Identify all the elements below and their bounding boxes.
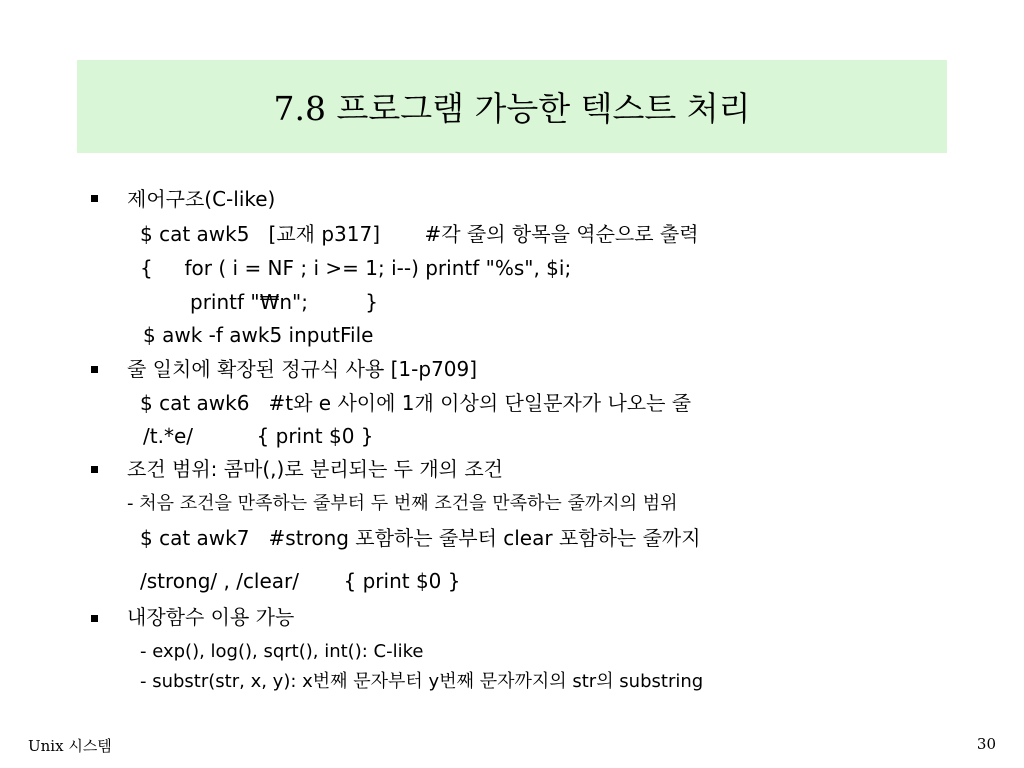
bullet-extended-regex: 줄 일치에 확장된 정규식 사용 [1-p709] bbox=[127, 357, 478, 381]
code-line-printf-newline: printf "₩n"; } bbox=[190, 290, 378, 314]
bullet-marker bbox=[91, 466, 98, 473]
title-box bbox=[77, 60, 947, 153]
code-line-awk-run: $ awk -f awk5 inputFile bbox=[143, 323, 374, 347]
code-line-regex-pattern: /t.*e/ { print $0 } bbox=[143, 424, 374, 448]
bullet-marker bbox=[91, 366, 98, 373]
bullet-builtin-functions: 내장함수 이용 가능 bbox=[127, 605, 295, 629]
builtin-substr-function: - substr(str, x, y): x번째 문자부터 y번째 문자까지의 str의 substring bbox=[140, 671, 704, 692]
bullet-control-structures: 제어구조(C-like) bbox=[127, 187, 276, 211]
bullet-marker bbox=[91, 195, 98, 202]
bullet-condition-range: 조건 범위: 콤마(,)로 분리되는 두 개의 조건 bbox=[127, 457, 503, 481]
builtin-math-functions: - exp(), log(), sqrt(), int(): C-like bbox=[140, 641, 424, 662]
page-number: 30 bbox=[976, 735, 996, 753]
footer-course-name: Unix 시스템 bbox=[28, 737, 112, 755]
range-description: - 처음 조건을 만족하는 줄부터 두 번째 조건을 만족하는 줄까지의 범위 bbox=[127, 493, 678, 514]
bullet-marker bbox=[91, 615, 98, 622]
code-line-cat-awk7: $ cat awk7 #strong 포함하는 줄부터 clear 포함하는 줄까지 bbox=[140, 526, 701, 550]
slide-title: 7.8 프로그램 가능한 텍스트 처리 bbox=[273, 89, 751, 128]
code-line-cat-awk5: $ cat awk5 [교재 p317] #각 줄의 항목을 역순으로 출력 bbox=[140, 222, 699, 246]
code-line-cat-awk6: $ cat awk6 #t와 e 사이에 1개 이상의 단일문자가 나오는 줄 bbox=[140, 391, 692, 415]
code-line-for-loop: { for ( i = NF ; i >= 1; i--) printf "%s", $i; bbox=[140, 256, 572, 280]
code-line-range-pattern: /strong/ , /clear/ { print $0 } bbox=[140, 569, 461, 593]
